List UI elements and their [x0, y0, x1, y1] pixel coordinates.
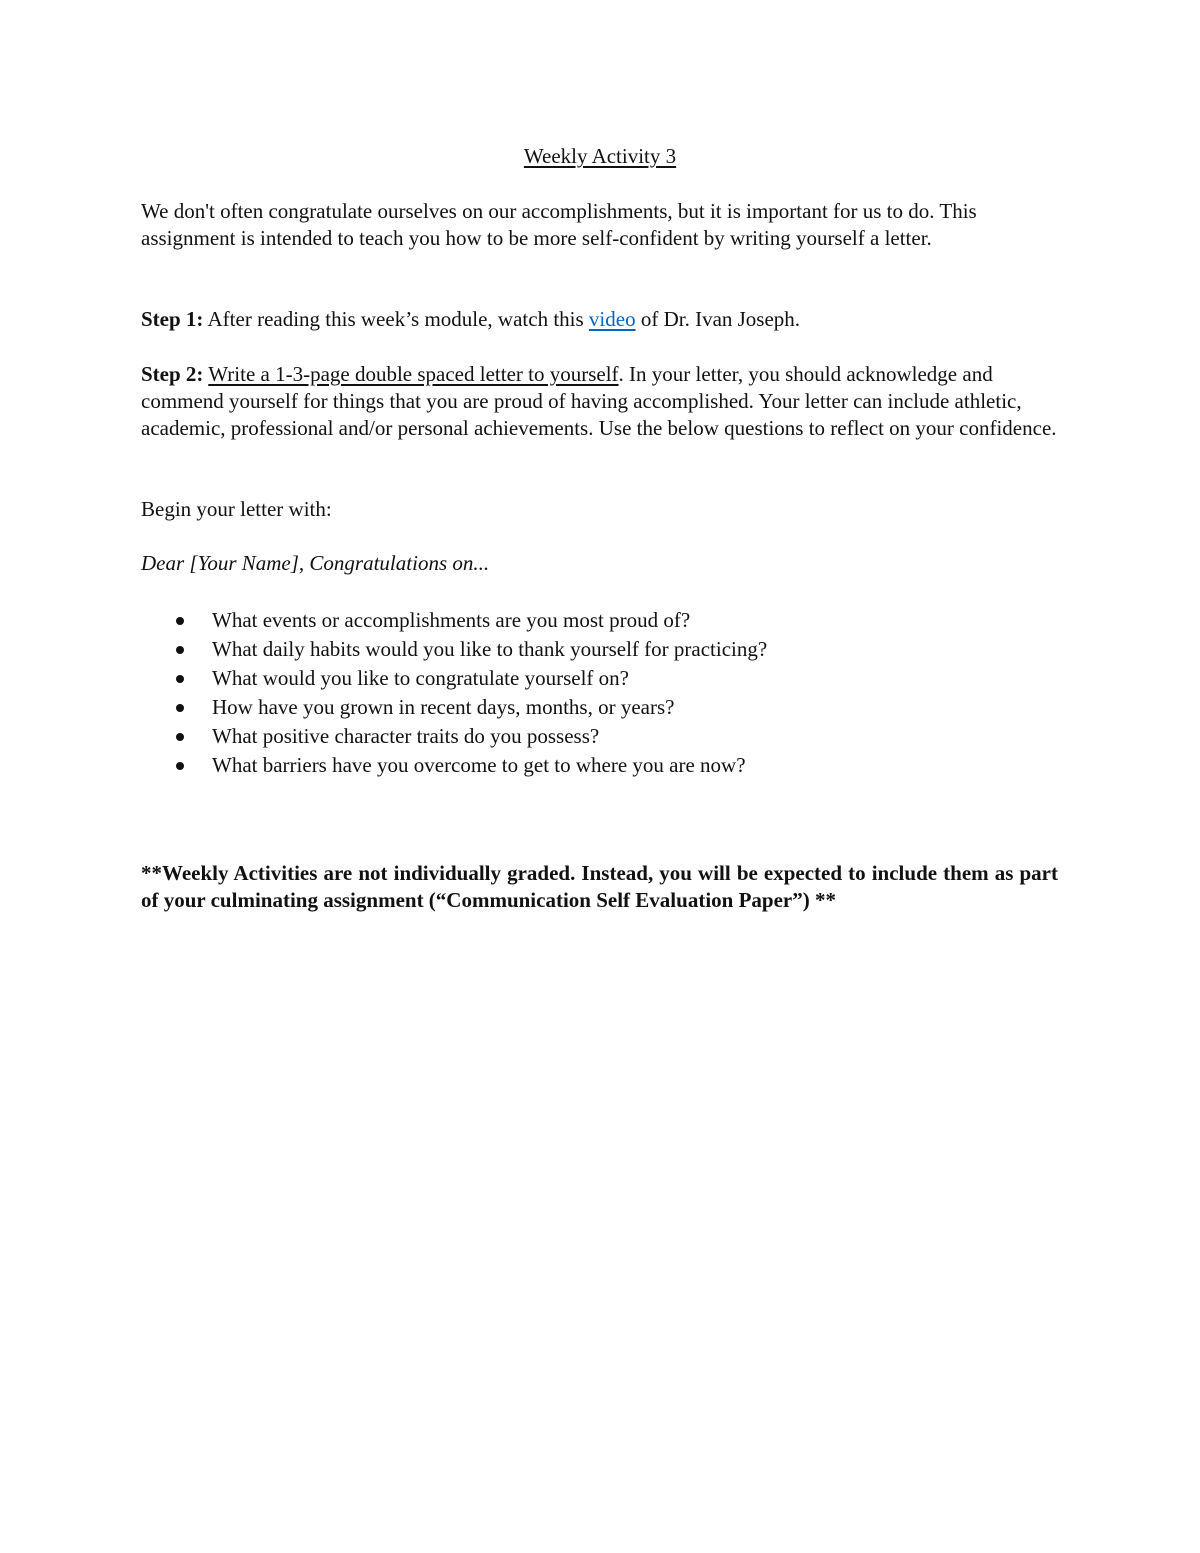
list-item — [0, 751, 1200, 780]
question-list — [0, 606, 1200, 780]
question-text: What would you like to congratulate yourself on? — [212, 666, 629, 690]
begin-instruction: Begin your letter with: — [141, 497, 332, 521]
bullet-icon — [176, 617, 184, 625]
page-title-text: Weekly Activity 3 — [523, 144, 677, 168]
question-text: How have you grown in recent days, months, or years? — [212, 695, 675, 719]
question-text: What events or accomplishments are you most proud of? — [212, 608, 691, 632]
video-link[interactable]: video — [588, 307, 636, 331]
list-item — [0, 722, 1200, 751]
step2-text: . In your letter, you should acknowledge and commend yourself for things that you are proud of having accomplished. Your letter can include athletic, academic, professional and/or personal achievements. Use the below questions to reflect on your confidence. — [141, 362, 1057, 440]
question-text: What positive character traits do you possess? — [212, 724, 600, 748]
intro-paragraph: We don't often congratulate ourselves on our accomplishments, but it is important for us to do. This assignment is intended to teach you how to be more self-confident by writing yourself a letter. — [141, 199, 977, 250]
list-item — [0, 664, 1200, 693]
step1-paragraph — [141, 306, 1061, 333]
step2-underlined-instruction: Write a 1-3-page double spaced letter to yourself — [208, 362, 619, 386]
bullet-icon — [176, 704, 184, 712]
bullet-icon — [176, 733, 184, 741]
grading-note: **Weekly Activities are not individually graded. Instead, you will be expected to include them as part of your culminating assignment (“Communication Self Evaluation Paper”) ** — [141, 861, 1058, 912]
list-item — [0, 635, 1200, 664]
question-text: What barriers have you overcome to get to where you are now? — [212, 753, 746, 777]
page-title — [0, 143, 1200, 170]
step2-label: Step 2: — [141, 362, 204, 386]
step1-text-after: of Dr. Ivan Joseph. — [635, 307, 801, 331]
list-item — [0, 693, 1200, 722]
list-item — [0, 606, 1200, 635]
bullet-icon — [176, 675, 184, 683]
step1-text-before: After reading this week’s module, watch this — [203, 307, 589, 331]
bullet-icon — [176, 646, 184, 654]
step2-paragraph — [141, 361, 1061, 442]
salutation-example: Dear [Your Name], Congratulations on... — [141, 551, 490, 575]
question-text: What daily habits would you like to thank yourself for practicing? — [212, 637, 768, 661]
bullet-icon — [176, 762, 184, 770]
step1-label: Step 1: — [141, 307, 204, 331]
